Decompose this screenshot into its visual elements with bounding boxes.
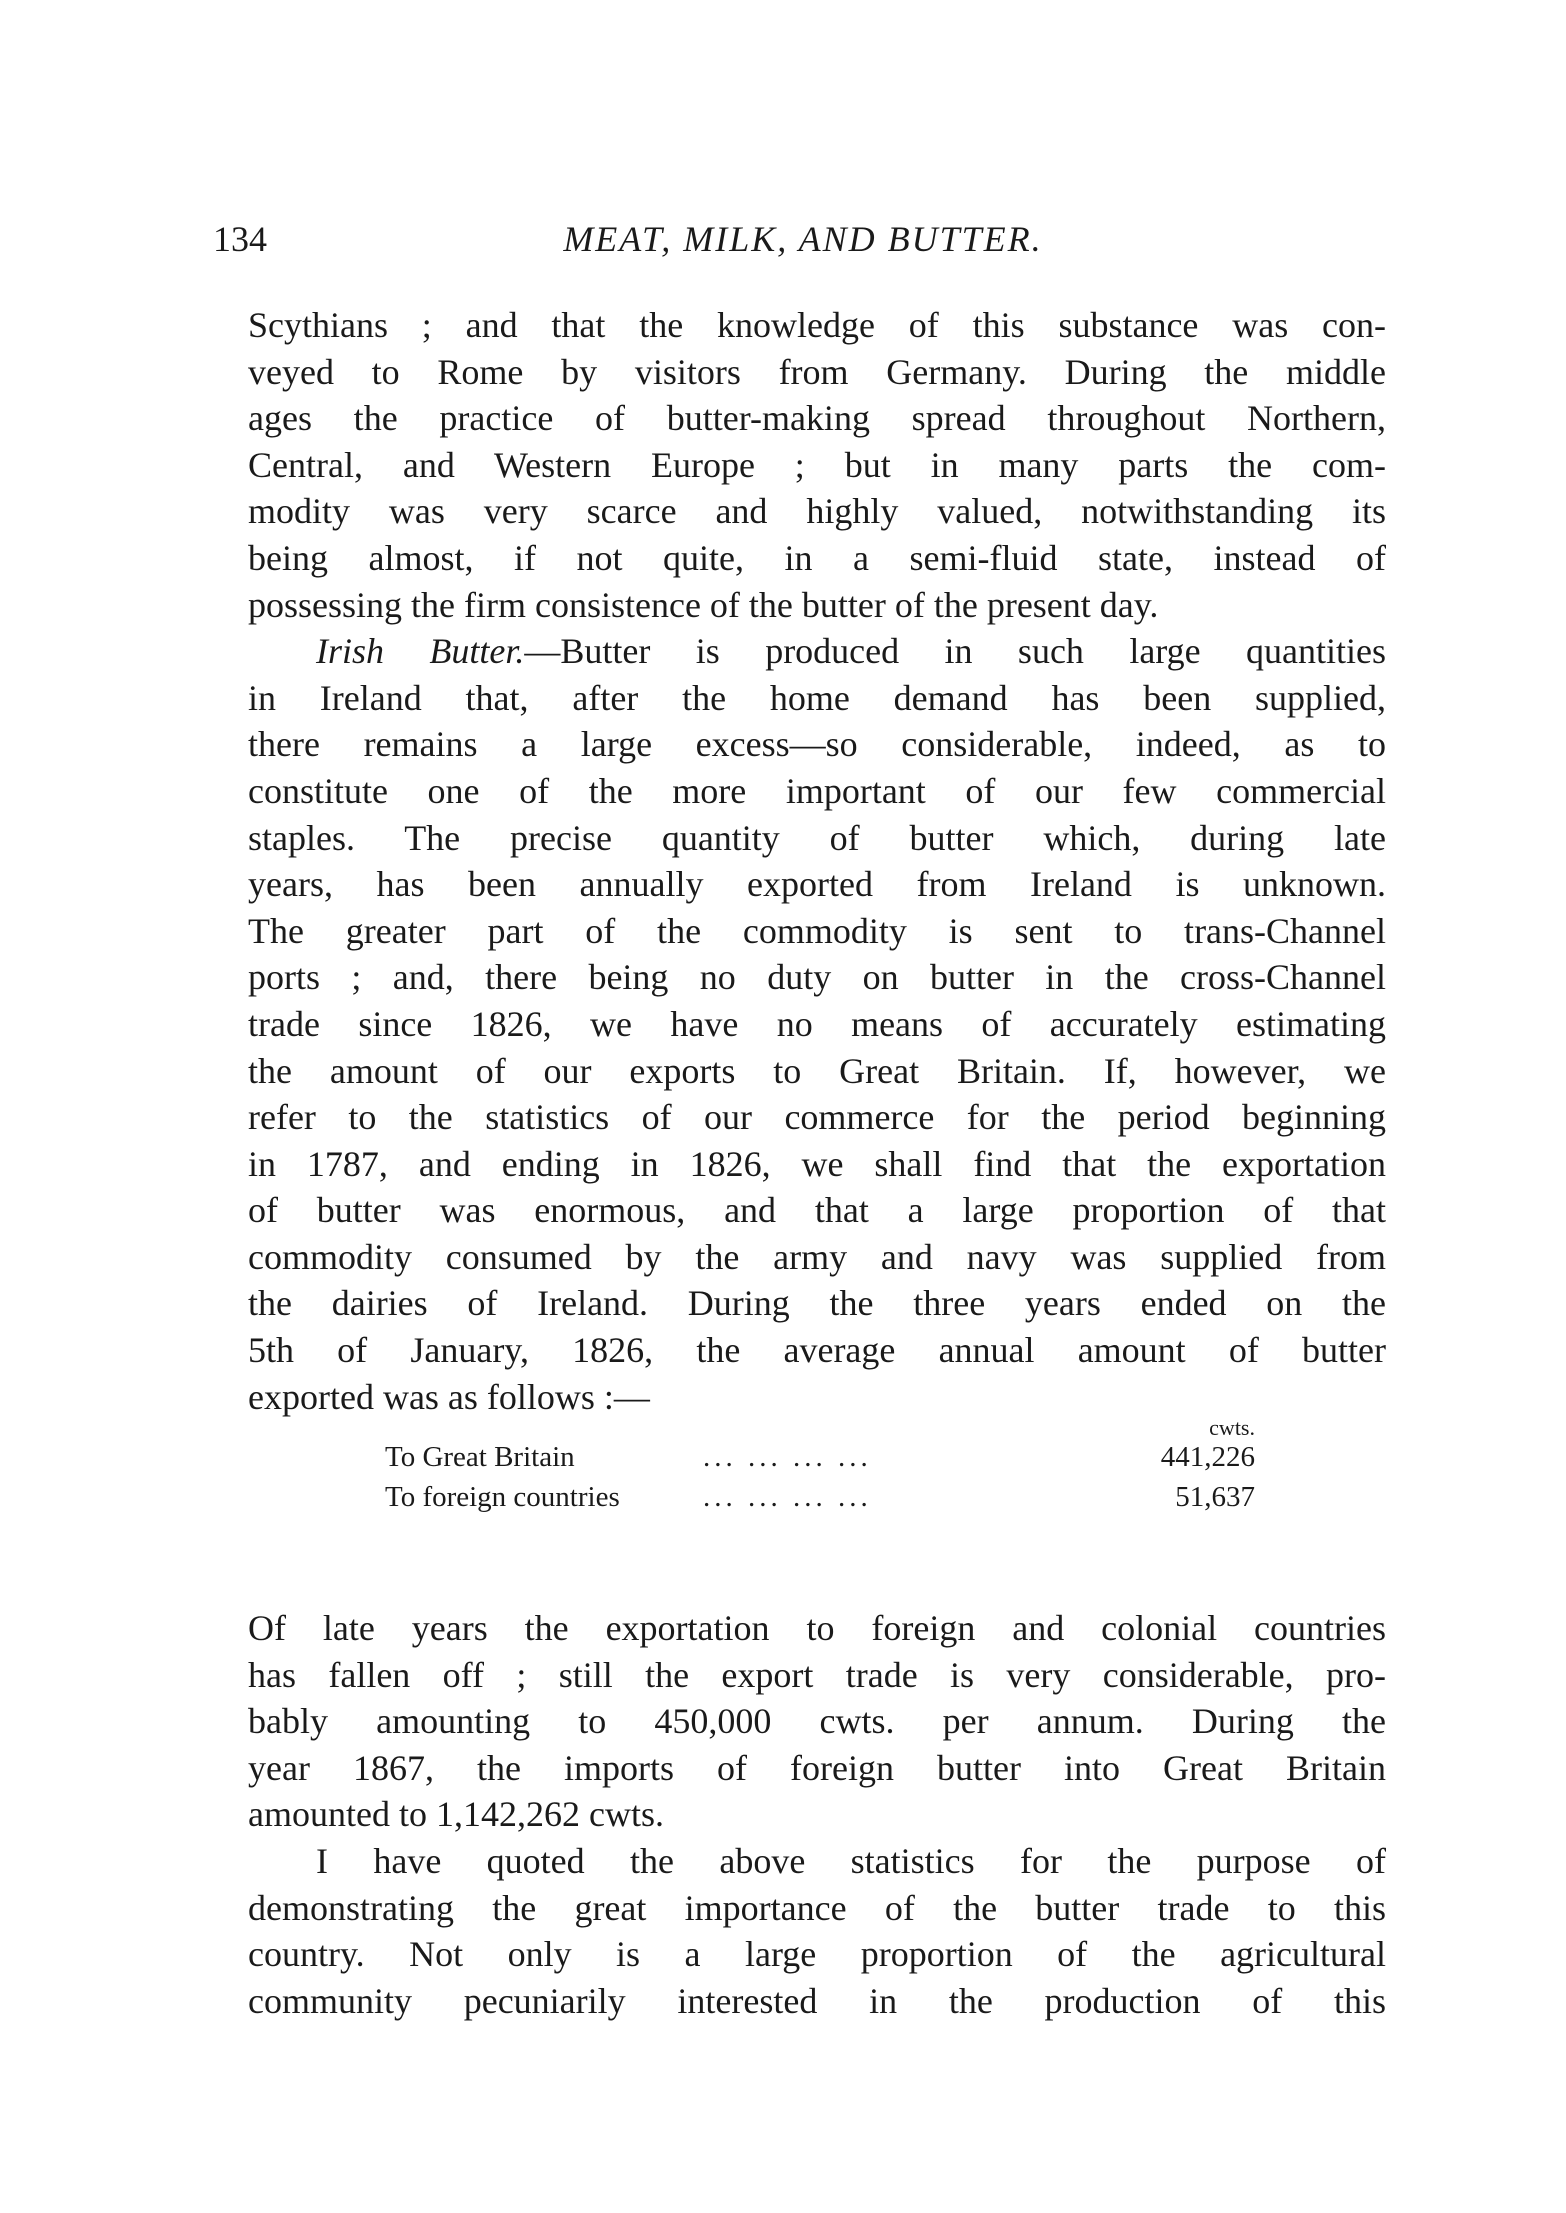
paragraph-scythians [248,302,1386,628]
text-line: community pecuniarily interested in the production of this [248,1980,1386,2021]
running-title: MEAT, MILK, AND BUTTER. [563,219,1043,259]
text-line: in Ireland that, after the home demand has been supplied, [248,677,1386,718]
table-row [385,1441,1255,1477]
page-header [213,218,1393,262]
text-line-rest: —Butter is produced in such large quantities [524,631,1386,672]
text-line: the amount of our exports to Great Britain. If, however, we [248,1050,1386,1091]
page-number: 134 [213,219,267,259]
text-line: amounted to 1,142,262 cwts. [248,1794,664,1835]
text-line: constitute one of the more important of our few commercial [248,770,1386,811]
unit-label: cwts. [1209,1415,1255,1440]
leader-dots: ... ... ... ... [703,1441,872,1473]
text-line: exported was as follows :— [248,1376,650,1417]
text-line: the dairies of Ireland. During the three years ended on the [248,1283,1386,1324]
section-heading: Irish Butter. [316,631,525,672]
text-line: ages the practice of butter-making spread throughout Northern, [248,398,1386,439]
paragraph-late-years [248,1605,1386,1838]
row-label: To Great Britain [385,1441,575,1473]
table-row [385,1481,1255,1517]
text-line: 5th of January, 1826, the average annual amount of butter [248,1330,1386,1371]
text-line: year 1867, the imports of foreign butter into Great Britain [248,1747,1386,1788]
text-line: in 1787, and ending in 1826, we shall find that the exportation [248,1143,1386,1184]
leader-dots: ... ... ... ... [703,1481,872,1513]
text-line: staples. The precise quantity of butter which, during late [248,817,1386,858]
row-value: 441,226 [1160,1441,1255,1473]
text-line: bably amounting to 450,000 cwts. per annum. During the [248,1701,1386,1742]
paragraph-irish-butter [248,628,1386,1420]
text-line: Scythians ; and that the knowledge of this substance was con- [248,305,1386,345]
row-value: 51,637 [1175,1481,1255,1513]
text-block-lower [248,1605,1386,2024]
text-line: The greater part of the commodity is sent to trans-Channel [248,910,1386,951]
text-line: years, has been annually exported from Ireland is unknown. [248,864,1386,905]
text-line: Of late years the exportation to foreign and colonial countries [248,1608,1386,1648]
text-line: country. Not only is a large proportion of the agricultural [248,1934,1386,1975]
text-line: veyed to Rome by visitors from Germany. During the middle [248,351,1386,392]
text-line: trade since 1826, we have no means of accurately estimating [248,1003,1386,1044]
paragraph-statistics-purpose [248,1838,1386,2024]
text-line: refer to the statistics of our commerce for the period beginning [248,1097,1386,1138]
text-line: ports ; and, there being no duty on butter in the cross-Channel [248,957,1386,998]
text-line: modity was very scarce and highly valued, notwithstanding its [248,491,1386,532]
text-line: I have quoted the above statistics for the purpose of [316,1840,1386,1881]
text-line: being almost, if not quite, in a semi-fluid state, instead of [248,537,1386,578]
text-line: Central, and Western Europe ; but in many parts the com- [248,444,1386,485]
text-line: commodity consumed by the army and navy was supplied from [248,1236,1386,1277]
text-line: possessing the firm consistence of the butter of the present day. [248,584,1159,625]
row-label: To foreign countries [385,1481,620,1513]
text-line: there remains a large excess—so considerable, indeed, as to [248,724,1386,765]
text-line: of butter was enormous, and that a large proportion of that [248,1190,1386,1231]
text-line: has fallen off ; still the export trade is very considerable, pro- [248,1654,1386,1695]
text-line [248,628,1386,675]
text-line: demonstrating the great importance of the butter trade to this [248,1887,1386,1928]
text-block-upper [248,302,1386,1420]
